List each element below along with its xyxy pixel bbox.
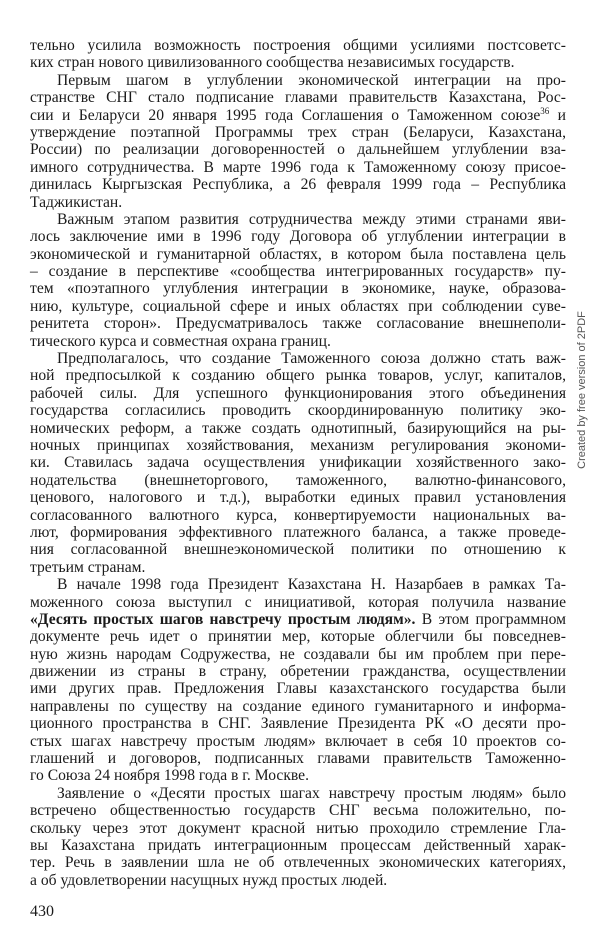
text-line [30, 107, 566, 124]
line-text: и [549, 106, 567, 124]
page-number: 430 [30, 903, 54, 920]
text-line [30, 489, 566, 506]
text-line [30, 72, 566, 89]
text-line [30, 872, 566, 889]
line-text: государства согласились проводить скоординированную политику эко- [30, 402, 566, 420]
line-text: вы Казахстана придать интеграционным процессам действенный харак- [30, 836, 566, 854]
line-text: В начале 1998 года Президент Казахстана Н. Назарбаев в рамках Та- [57, 576, 566, 594]
line-text: ренитета сторон». Предусматривалось также согласование внешнеполи- [30, 315, 566, 333]
text-line [30, 385, 566, 402]
text-line [30, 54, 566, 71]
line-text: сии и Беларуси 20 января 1995 года Соглашения о Таможенном союзе [30, 106, 541, 124]
line-text: Первым шагом в углублении экономической интеграции на про- [57, 71, 566, 89]
text-line [30, 750, 566, 767]
text-line [30, 89, 566, 106]
line-text: а об удовлетворении насущных нужд простых людей. [30, 871, 388, 889]
text-line [30, 420, 566, 437]
text-line [30, 350, 566, 367]
line-text: динилась Кыргызская Республика, а 26 февраля 1999 года – Республика [30, 176, 566, 194]
line-text: ночных принципах хозяйствования, механизм регулирования экономи- [30, 436, 566, 454]
text-line [30, 837, 566, 854]
text-line [30, 698, 566, 715]
line-text: стых шагах навстречу простым людям» включает в себя 10 проектов со- [30, 732, 566, 750]
line-text: ценового, налогового и т.д.), выработки единых правил установления [30, 489, 566, 507]
line-text: тем «поэтапного углубления интеграции в экономике, науке, образова- [30, 280, 566, 298]
text-line [30, 263, 566, 280]
line-text: нию, культуре, социальной сфере и иных областях при соблюдении суве- [30, 297, 566, 315]
text-line [30, 594, 566, 611]
text-line [30, 402, 566, 419]
bold-phrase: «Десять простых шагов навстречу простым людям». [30, 610, 416, 628]
text-line [30, 228, 566, 245]
line-text: движении из страны в страну, обретении гражданства, осуществлении [30, 663, 566, 681]
text-line [30, 454, 566, 471]
line-text: тер. Речь в заявлении шла не об отвлеченных экономических категориях, [30, 854, 566, 872]
text-line [30, 194, 566, 211]
text-line [30, 524, 566, 541]
line-text: скольку через этот документ красной нитью проходило стремление Гла- [30, 819, 566, 837]
line-text: тического курса и совместная охрана границ. [30, 332, 331, 350]
text-line [30, 628, 566, 645]
text-line [30, 541, 566, 558]
line-text: ционного пространства в СНГ. Заявление Президента РК «О десяти про- [30, 715, 566, 733]
line-text: В этом программном [415, 610, 566, 628]
text-line [30, 820, 566, 837]
body-text [30, 37, 566, 889]
text-line [30, 854, 566, 871]
line-text: рабочей силы. Для успешного функционирования этого объединения [30, 384, 566, 402]
line-text: утверждение поэтапной Программы трех стран (Беларуси, Казахстана, [30, 123, 566, 141]
text-line [30, 176, 566, 193]
line-text: странстве СНГ стало подписание главами правительств Казахстана, Рос- [30, 89, 566, 107]
line-text: номических реформ, а также создать однотипный, базирующийся на ры- [30, 419, 566, 437]
line-text: глашений и договоров, подписанных главами правительств Таможенно- [30, 750, 566, 768]
line-text: лют, формирования эффективного платежного баланса, а также проведе- [30, 523, 566, 541]
text-line [30, 559, 566, 576]
footnote-ref: 36 [540, 105, 550, 116]
text-line [30, 472, 566, 489]
line-text: Предполагалось, что создание Таможенного союза должно стать важ- [57, 350, 566, 368]
text-line [30, 733, 566, 750]
line-text: – создание в перспективе «сообщества интегрированных государств» пу- [30, 263, 566, 281]
line-text: ния согласованной внешнеэкономической политики по отношению к [30, 541, 566, 559]
line-text: имного сотрудничества. В марте 1996 года к Таможенному союзу присое- [30, 158, 566, 176]
text-line [30, 211, 566, 228]
line-text: Заявление о «Десяти простых шагах навстречу простым людям» было [57, 784, 566, 802]
line-text: ной предпосылкой к созданию общего рынка товаров, услуг, капиталов, [30, 367, 566, 385]
text-line [30, 159, 566, 176]
line-text: моженного союза выступил с инициативой, которая получила название [30, 593, 566, 611]
line-text: го Союза 24 ноября 1998 года в г. Москве. [30, 767, 309, 785]
line-text: встречено общественностью государств СНГ весьма положительно, по- [30, 802, 566, 820]
text-line [30, 802, 566, 819]
line-text: документе речь идет о принятии мер, которые облегчили бы повседнев- [30, 628, 566, 646]
line-text: экономической и гуманитарной областях, в котором была поставлена цель [30, 245, 566, 263]
text-line [30, 767, 566, 784]
line-text: ких стран нового цивилизованного сообщества независимых государств. [30, 54, 515, 72]
text-line [30, 785, 566, 802]
text-line [30, 124, 566, 141]
text-line [30, 367, 566, 384]
text-line [30, 715, 566, 732]
text-line [30, 141, 566, 158]
text-line [30, 333, 566, 350]
text-line [30, 298, 566, 315]
text-line [30, 37, 566, 54]
text-line [30, 246, 566, 263]
text-line [30, 646, 566, 663]
text-line [30, 315, 566, 332]
line-text: третьим странам. [30, 558, 146, 576]
line-text: лось заключение ими в 1996 году Договора об углублении интеграции в [30, 228, 566, 246]
text-line [30, 680, 566, 697]
line-text: ки. Ставилась задача осуществления унификации хозяйственного зако- [30, 454, 566, 472]
text-line [30, 437, 566, 454]
line-text: нодательства (внешнеторгового, таможенного, валютно-финансового, [30, 471, 566, 489]
line-text: Важным этапом развития сотрудничества между этими странами яви- [57, 210, 566, 228]
watermark: Created by free version of 2PDF [576, 311, 588, 469]
text-line [30, 663, 566, 680]
line-text: Таджикистан. [30, 193, 123, 211]
line-text: ими других прав. Предложения Главы казахстанского государства были [30, 680, 566, 698]
line-text: направлены по существу на создание единого гуманитарного и информа- [30, 697, 566, 715]
text-line [30, 611, 566, 628]
line-text: тельно усилила возможность построения общими усилиями постсоветс- [30, 37, 566, 54]
text-line [30, 280, 566, 297]
line-text: ную жизнь народам Содружества, не создавали бы им проблем при пере- [30, 645, 566, 663]
text-line [30, 507, 566, 524]
line-text: согласованного валютного курса, конвертируемости национальных ва- [30, 506, 566, 524]
text-line [30, 576, 566, 593]
line-text: России) по реализации договоренностей о дальнейшем углублении вза- [30, 141, 566, 159]
